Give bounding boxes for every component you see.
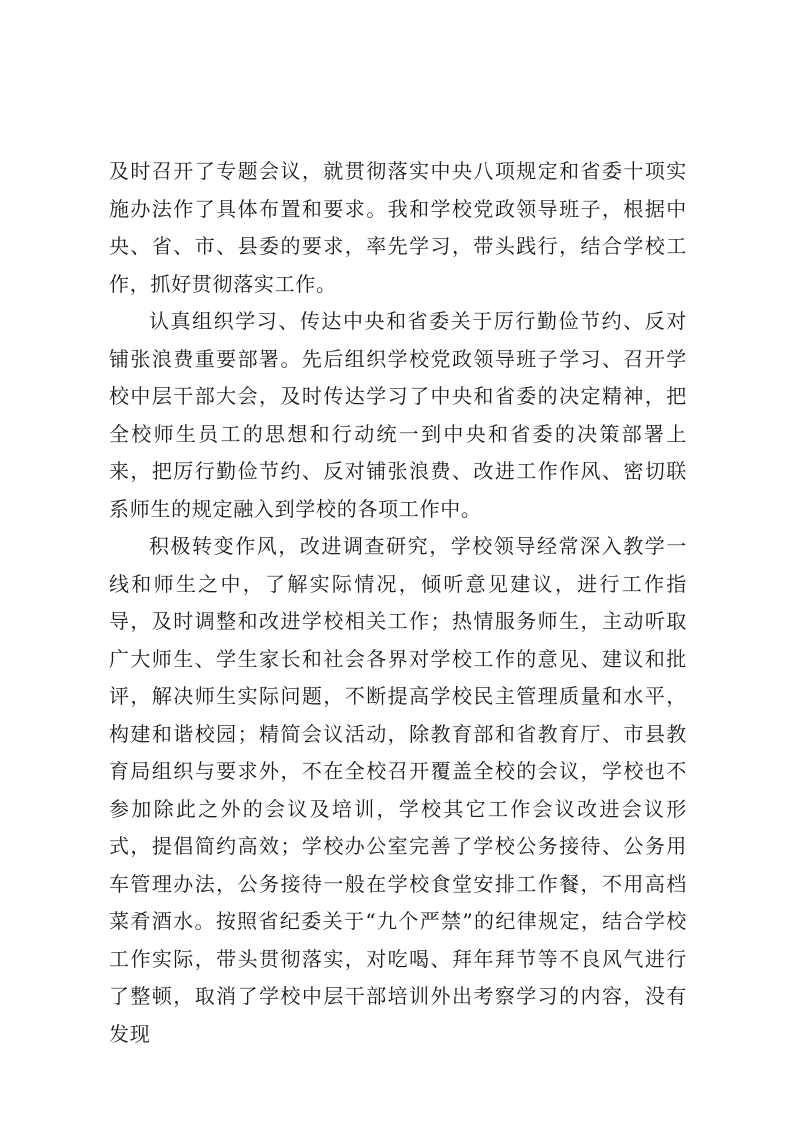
document-body bbox=[109, 153, 687, 1053]
paragraph-1: 及时召开了专题会议，就贯彻落实中央八项规定和省委十项实施办法作了具体布置和要求。我和学校党政领导班子，根据中央、省、市、县委的要求，率先学习，带头践行，结合学校工作，抓好贯彻落实工作。 bbox=[109, 159, 687, 296]
paragraph-2: 认真组织学习、传达中央和省委关于厉行勤俭节约、反对铺张浪费重要部署。先后组织学校党政领导班子学习、召开学校中层干部大会，及时传达学习了中央和省委的决定精神，把全校师生员工的思想和行动统一到中央和省委的决策部署上来，把厉行勤俭节约、反对铺张浪费、改进工作作风、密切联系师生的规定融入到学校的各项工作中。 bbox=[109, 309, 687, 521]
paragraph-3: 积极转变作风，改进调查研究，学校领导经常深入教学一线和师生之中，了解实际情况，倾听意见建议，进行工作指导，及时调整和改进学校相关工作；热情服务师生，主动听取广大师生、学生家长和社会各界对学校工作的意见、建议和批评，解决师生实际问题，不断提高学校民主管理质量和水平，构建和谐校园；精简会议活动，除教育部和省教育厅、市县教育局组织与要求外，不在全校召开覆盖全校的会议，学校也不参加除此之外的会议及培训，学校其它工作会议改进会议形式，提倡简约高效；学校办公室完善了学校公务接待、公务用车管理办法，公务接待一般在学校食堂安排工作餐，不用高档菜肴酒水。按照省纪委关于“九个严禁”的纪律规定，结合学校工作实际，带头贯彻落实，对吃喝、拜年拜节等不良风气进行了整顿，取消了学校中层干部培训外出考察学习的内容，没有发现 bbox=[109, 534, 687, 1046]
